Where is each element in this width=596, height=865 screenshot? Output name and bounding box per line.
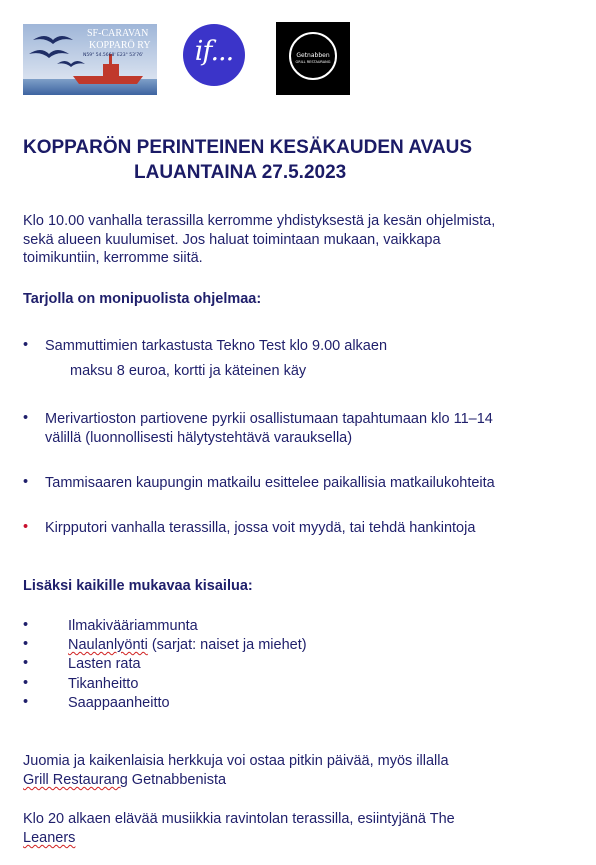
contest-item-5: Saappaanheitto [68,695,170,711]
getnabben-logo [276,22,350,95]
bullet-icon: • [23,694,29,710]
getnabben-logo-line2: GRILL RESTAURANG [295,60,331,64]
bullet-icon: • [23,636,29,652]
contest-item-2-note: (sarjat: naiset ja miehet) [151,637,307,653]
page-title-line1: KOPPARÖN PERINTEINEN KESÄKAUDEN AVAUS [23,137,473,158]
intro-line1: Klo 10.00 vanhalla terassilla kerromme yhdistyksestä ja kesän ohjelmista, [23,213,496,229]
page-title-line2: LAUANTAINA 27.5.2023 [134,162,347,183]
intro-line3: toimikuntiin, kerromme siitä. [23,250,203,266]
bullet-icon: • [23,337,29,353]
contest-item-2 [68,636,307,654]
program-heading: Tarjolla on monipuolista ohjelmaa: [23,291,262,307]
contest-item-4: Tikanheitto [68,676,139,692]
program-item-1-line2: maksu 8 euroa, kortti ja käteinen käy [70,363,307,379]
bullet-icon: • [23,655,29,671]
contests-heading: Lisäksi kaikille mukavaa kisailua: [23,578,253,594]
bullet-icon: • [23,519,29,535]
program-item-2-line1: Merivartioston partiovene pyrkii osallistumaan tapahtumaan klo 11–14 [45,411,493,427]
if-logo-text: if... [194,36,234,67]
contest-item-3: Lasten rata [68,656,141,672]
getnabben-logo-line1: Getnabben [296,52,330,59]
program-item-1-line1: Sammuttimien tarkastusta Tekno Test klo 9.00 alkaen [45,338,388,354]
program-item-3: Tammisaaren kaupungin matkailu esittelee paikallisia matkailukohteita [45,475,495,491]
sf-caravan-logo [23,24,157,95]
music-line2: Leaners [23,830,76,846]
if-logo [183,24,245,86]
program-item-4: Kirpputori vanhalla terassilla, jossa voit myydä, tai tehdä hankintoja [45,520,476,536]
music-line1: Klo 20 alkaen elävää musiikkia ravintolan terassilla, esiintyjänä The [23,811,455,827]
contest-item-2-name: Naulanlyönti [68,637,148,653]
intro-line2: sekä alueen kuulumiset. Jos haluat toimintaan mukaan, vaikkapa [23,232,441,248]
bullet-icon: • [23,617,29,633]
bullet-icon: • [23,675,29,691]
food-line1: Juomia ja kaikenlaisia herkkuja voi ostaa pitkin päivää, myös illalla [23,753,449,769]
program-item-2-line2: välillä (luonnollisesti hälytystehtävä varauksella) [45,430,353,446]
bullet-icon: • [23,410,29,426]
caravan-logo-line2: KOPPARÖ RY [89,40,151,51]
food-restaurant-name: Grill Restaurang [23,772,128,788]
caravan-logo-line1: SF-CARAVAN [87,28,149,39]
contest-item-1: Ilmakivääriammunta [68,618,198,634]
bullet-icon: • [23,474,29,490]
caravan-logo-coords: N59° 54.5668' E23° 53'76' [83,53,144,58]
food-line2 [23,771,226,789]
food-line2-rest: Getnabbenista [127,772,227,788]
